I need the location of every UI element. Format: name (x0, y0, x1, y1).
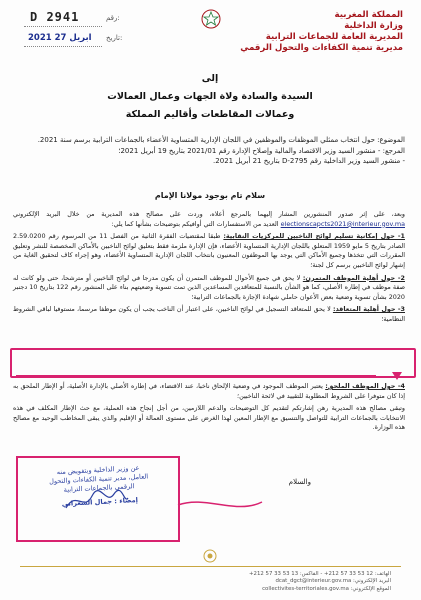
paragraph-highlighted: 3- حول أهلية المتعاقد: لا يحق للمتعاقد التسجيل في لوائح الناخبين، على اعتبار أن الناخب يجب أن يكون موظفا مرسما، مستوفيا لباقي الشروط النظامية؛ (13, 305, 405, 323)
email-link[interactable]: electionscapcts2021@interieur.gov.ma (280, 219, 405, 228)
footer-emblem-icon (203, 549, 217, 563)
stamp-line: عن وزير الداخلية وبتفويض منه (56, 463, 140, 477)
paragraph: 2- حول أهلية الموظف المتمرن: لا يحق في جميع الأحوال للموظف المتمرن أن يكون مدرجا في لوائح الناخبين أو مترشحا، حتى ولو كانت له صفة موظف في إطاره الأصلي، كما هو الشأن بالنسبة للمتعاقدين المساعدين الذين تمت تسوية وضعيتهم بناء على المنشور رقم 122 بتاريخ 10 دجنبر 2020 بشأن تسوية وضعية بعض الأعوان حاملي شهادة الإجازة بالجماعات الترابية؛ (13, 273, 405, 301)
letterhead-country: المملكة المغربية (334, 10, 403, 20)
reference-line: - منشور السيد وزير الداخلية رقم D-2795 بتاريخ 21 أبريل 2021. (213, 157, 405, 165)
paragraph: 4- حول الموظف الملحق: يعتبر الموظف الموجود في وضعية الإلحاق ناخبا، عند الاقتضاء، في إطاره الأصلي بالإدارة الأصلية، أو الإطار الملحق به إذا كان متوفرا على الشروط المطلوبة للتقييد في لائحة الناخبين؛ (13, 382, 405, 400)
reference-number: D 2941 (30, 10, 80, 24)
reference-date-label: تاريخ: (106, 34, 123, 42)
greeting: سلام تام بوجود مولانا الإمام (154, 191, 266, 200)
annotation-underline (16, 375, 376, 376)
letterhead-division: مديرية تنمية الكفاءات والتحول الرقمي (240, 43, 403, 53)
royal-crest-icon (200, 8, 222, 30)
point-title: 4- حول الموظف الملحق: (325, 382, 405, 390)
annotation-marker-icon (392, 372, 402, 380)
stamp-line: الرقمي بالجماعات الترابية (63, 482, 135, 495)
closing: والسلام (288, 478, 311, 486)
footer-phone: الهاتف: 12 53 33 57 212+ - الفاكس: 13 53 33 57 212+ (248, 571, 391, 577)
footer-email: البريد الإلكتروني: dcat_dgct@interieur.gov.ma (275, 578, 391, 585)
stamp-signature: إمضاء : جمال الشعراني (61, 495, 139, 508)
paragraph: وتبقى مصالح هذه المديرية رهن إشارتكم لتقديم كل التوضيحات والدعم اللازمين، من أجل إنجاح هذه العملية، مع حث الإطار المكلف في هذه الانتخابات بالجماعات الترابية للتواصل والتنسيق مع الإطار المعين لهذا الغرض على مستوى العمالة أو الإقليم والذي يبقى المخاطب الوحيد مع مصالح هذه الوزارة. (13, 404, 405, 432)
stamp-line: العامل، مدير تنمية الكفاءات والتحول (48, 472, 149, 486)
letterhead (233, 10, 403, 54)
footer-divider (20, 566, 401, 567)
footer-contact (191, 571, 391, 593)
reference-line: المرجع: - منشور السيد وزير الاقتصاد والمالية وإصلاح الإدارة رقم 2021/01 بتاريخ 19 أبريل 2021؛ (118, 146, 405, 155)
letterhead-ministry: وزارة الداخلية (344, 21, 403, 31)
annotation-arrow-icon (176, 490, 266, 520)
point-title: 2- حول أهلية الموظف المتمرن: (302, 273, 405, 282)
letter-body (13, 210, 405, 328)
point-title: 3- حول أهلية المتعاقد: (332, 305, 405, 314)
reference-date: 2021 27 ابريل (28, 33, 92, 43)
reference-number-label: رقم: (106, 14, 120, 22)
footer-website: الموقع الإلكتروني: collectivites-territoriales.gov.ma (262, 585, 391, 592)
addressee-to: إلى (201, 73, 219, 84)
paragraph: 1- حول إمكانية تسليم لوائح الناخبين للمركزيات النقابية: طبقا لمقتضيات الفقرة الثانية من الفصل 11 من المرسوم رقم 2.59.0200 الصادر بتاريخ 5 مايو 1959 المتعلق باللجان الإدارية المتساوية الأعضاء، فإن الإدارة ملزمة فقط بتعليق لوائح الناخبين بالأماكن المخصصة للنشر وتعليق المقررات التي تتخذها وجميع الأماكن التي يوجد بها الموظفون المعنيون بانتخاب اللجان الإدارية المتساوية الأعضاء، وهو إجراء كاف لتحقيق الغاية من إشهار لوائح الناخبين برسم كل لجنة؛ (13, 232, 405, 269)
letter-body-continued (13, 382, 405, 436)
addressee-line: وعمالات المقاطعات وأقاليم المملكة (125, 109, 295, 120)
subject-block (15, 135, 405, 167)
reference-underline (24, 46, 102, 47)
subject-line: الموضوع: حول انتخاب ممثلي الموظفات والموظفين في اللجان الإدارية المتساوية الأعضاء بالجماعات الترابية برسم سنة 2021. (37, 136, 405, 144)
reference-block (10, 8, 140, 52)
paragraph: وبعد، على إثر صدور المنشورين المشار إليهما بالمرجع أعلاه، وردت على مصالح هذه المديرية من خلال البريد الإلكتروني electionscapcts2021@interieur.gov.ma العديد من الاستفسارات التي أوافيكم بتوضيحات بشأنها كما يلي: (13, 210, 405, 228)
point-title: 1- حول إمكانية تسليم لوائح الناخبين للمركزيات النقابية: (223, 232, 405, 241)
reference-underline (24, 26, 102, 27)
signature-scribble-icon (62, 486, 132, 514)
addressee (60, 70, 360, 124)
addressee-line: السيدة والسادة ولاة الجهات وعمال العمالات (107, 91, 313, 102)
highlight-annotation (10, 348, 416, 378)
letterhead-dept: المديرية العامة للجماعات الترابية (265, 32, 403, 42)
